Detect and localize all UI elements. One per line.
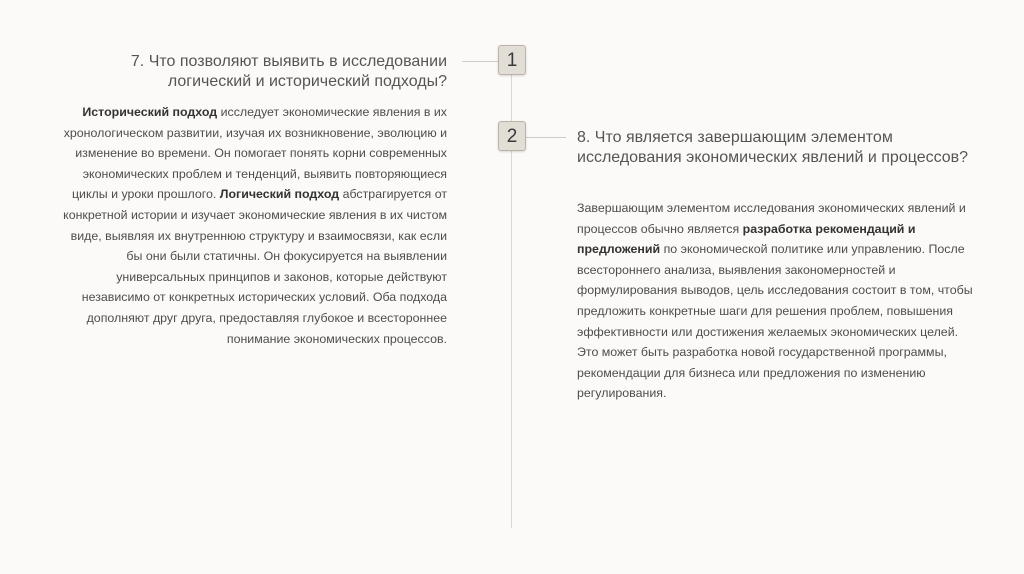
timeline-marker-1: 1 <box>498 45 526 75</box>
answer-7-text-2: абстрагируется от конкретной истории и изучает экономические явления в их чистом виде, выявляя их внутреннюю структуру и взаимосвязи, как если бы они были статичны. Он фокусируется на выявлении универсальных принципов и законов, которые действуют независимо от конкретных исторических условий. Оба подхода дополняют друг друга, предоставляя глубокое и всестороннее понимание экономических процессов. <box>63 187 447 346</box>
answer-8-text-1: Завершающим элементом исследования экономических явлений и процессов обычно является <box>577 201 966 236</box>
answer-8 <box>577 198 982 404</box>
term-recommendations: разработка рекомендаций и предложений <box>577 221 916 257</box>
question-7: 7. Что позволяют выявить в исследовании логический и исторический подходы? <box>130 53 447 90</box>
answer-8-text-2: по экономической политике или управлению. После всестороннего анализа, выявления закономерностей и формулирования выводов, цель исследования состоит в том, чтобы предложить конкретные шаги для решения проблем, повышения эффективности или достижения желаемых экономических целей. Это может быть разработка новой государственной программы, рекомендации для бизнеса или предложения по изменению регулирования. <box>577 242 973 401</box>
answer-7-text-1: исследует экономические явления в их хронологическом развитии, изучая их возникновение, эволюцию и изменение во времени. Он помогает понять корни современных экономических проблем и тенденций, выявить повторяющиеся циклы и уроки прошлого. <box>63 105 447 202</box>
term-logical-approach: Логический подход <box>219 187 340 202</box>
connector-2 <box>526 137 566 138</box>
timeline-marker-2: 2 <box>498 121 526 151</box>
connector-1 <box>462 61 498 62</box>
answer-7 <box>52 102 447 349</box>
question-8: 8. Что является завершающим элементом исследования экономических явлений и процессов? <box>577 129 969 166</box>
term-historical-approach: Исторический подход <box>82 105 218 119</box>
